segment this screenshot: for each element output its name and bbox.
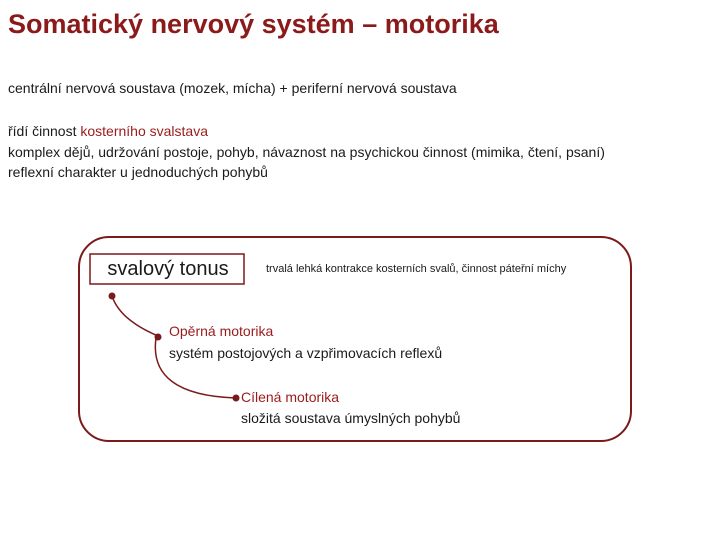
cilena-description: složitá soustava úmyslných pohybů: [241, 410, 461, 426]
page-title: Somatický nervový systém – motorika: [8, 9, 499, 39]
connector-tonus-oporna: [112, 296, 158, 336]
connector-dot: [155, 334, 162, 341]
connector-dot: [109, 293, 116, 300]
cilena-title: Cílená motorika: [241, 389, 340, 405]
tonus-description: trvalá lehká kontrakce kosterních svalů, činnost páteřní míchy: [266, 263, 567, 275]
control-prefix: řídí činnost: [8, 123, 81, 139]
tonus-label: svalový tonus: [107, 258, 229, 280]
connector-dot: [233, 395, 240, 402]
oporna-title: Opěrná motorika: [169, 323, 274, 339]
reflex-line: reflexní charakter u jednoduchých pohybů: [8, 164, 268, 180]
complex-line: komplex dějů, udržování postoje, pohyb, návaznost na psychickou činnost (mimika, čtení, psaní): [8, 144, 605, 160]
control-highlight: kosterního svalstava: [80, 123, 208, 139]
oporna-description: systém postojových a vzpřimovacích reflexů: [169, 345, 443, 361]
intro-line: centrální nervová soustava (mozek, mícha) + periferní nervová soustava: [8, 80, 457, 96]
